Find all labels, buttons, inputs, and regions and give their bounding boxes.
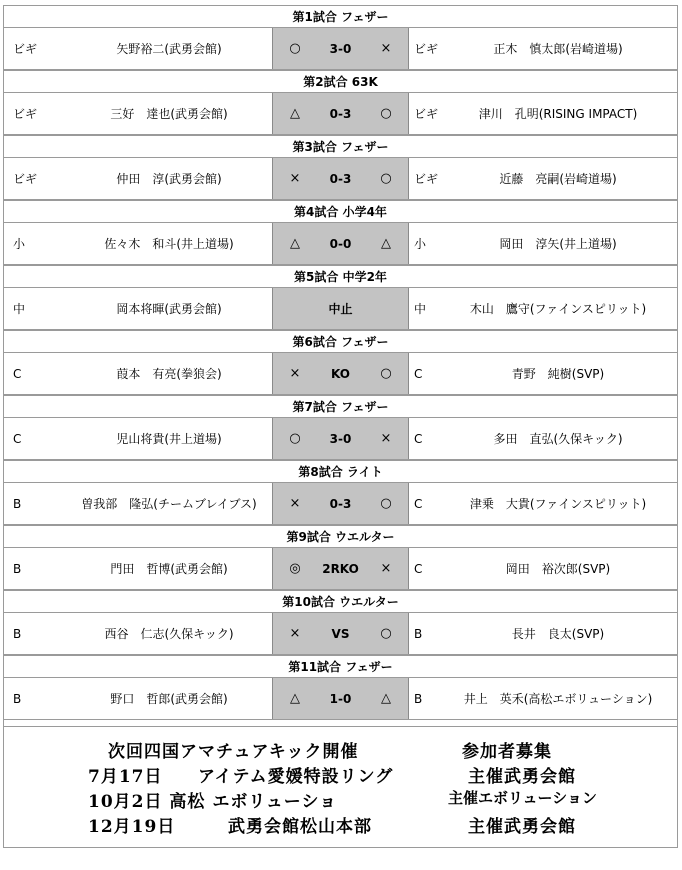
announce-line-4 — [4, 812, 677, 837]
bout-list — [4, 5, 677, 720]
right-result-mark: ○ — [380, 626, 392, 641]
left-class: ビギ — [13, 172, 38, 186]
bout-row — [4, 288, 677, 330]
right-name: 岡田 裕次郎(SVP) — [505, 562, 611, 576]
left-result-mark: × — [289, 171, 301, 186]
bout-block — [4, 655, 677, 720]
bout-row — [4, 28, 677, 70]
right-result-mark: △ — [381, 236, 391, 251]
score: VS — [331, 626, 350, 641]
right-result-mark: ○ — [380, 366, 392, 381]
bout-title: 第6試合 フェザー — [4, 330, 677, 353]
right-class: C — [414, 366, 423, 381]
result-cell — [272, 548, 409, 589]
bout-block — [4, 590, 677, 655]
announce-venue: 武勇会館松山本部 — [228, 817, 372, 837]
announce-line-1 — [4, 737, 677, 762]
left-name: 矢野裕二(武勇会館) — [116, 42, 222, 56]
announce-headline: 次回四国アマチュアキック開催 — [108, 742, 359, 762]
bout-title: 第1試合 フェザー — [4, 5, 677, 28]
score: 3-0 — [329, 431, 352, 446]
bout-title: 第7試合 フェザー — [4, 395, 677, 418]
left-result-mark: × — [289, 626, 301, 641]
left-result-mark: △ — [290, 691, 300, 706]
right-name: 津乗 大貴(ファインスピリット) — [469, 497, 647, 511]
announce-date-venue: 10月2日 高松 エボリューショ — [88, 792, 338, 812]
right-name: 岡田 淳矢(井上道場) — [499, 237, 617, 251]
right-fighter — [409, 28, 677, 69]
right-fighter — [409, 613, 677, 654]
score: 0-3 — [329, 106, 352, 121]
bout-title: 第10試合 ウエルター — [4, 590, 677, 613]
left-fighter — [4, 353, 272, 394]
score: 0-3 — [329, 496, 352, 511]
right-class: ビギ — [414, 172, 439, 186]
announce-line-2 — [4, 762, 677, 787]
right-class: C — [414, 561, 423, 576]
result-cell — [272, 483, 409, 524]
left-name: 葭本 有亮(拳狼会) — [116, 367, 222, 381]
left-result-mark: △ — [290, 106, 300, 121]
left-fighter — [4, 678, 272, 719]
result-cell — [272, 353, 409, 394]
bout-row — [4, 483, 677, 525]
bout-block — [4, 525, 677, 590]
right-fighter — [409, 548, 677, 589]
right-class: B — [414, 691, 423, 706]
announce-host: 主催エボリューション — [448, 789, 597, 807]
left-fighter — [4, 158, 272, 199]
left-result-mark: ◎ — [289, 561, 301, 576]
right-class: ビギ — [414, 42, 439, 56]
bout-row — [4, 223, 677, 265]
bout-title: 第2試合 63K — [4, 70, 677, 93]
bout-row — [4, 158, 677, 200]
right-result-mark: × — [380, 41, 392, 56]
right-name: 近藤 亮嗣(岩崎道場) — [499, 172, 617, 186]
left-fighter — [4, 288, 272, 329]
bout-block — [4, 200, 677, 265]
right-result-mark: × — [380, 561, 392, 576]
right-result-mark: △ — [381, 691, 391, 706]
right-name: 木山 鷹守(ファインスピリット) — [469, 302, 647, 316]
left-result-mark: ○ — [289, 41, 301, 56]
left-fighter — [4, 223, 272, 264]
right-name: 井上 英禾(高松エボリューション) — [463, 692, 653, 706]
score: 0-3 — [329, 171, 352, 186]
score: 3-0 — [329, 41, 352, 56]
bout-title: 第3試合 フェザー — [4, 135, 677, 158]
bout-title: 第5試合 中学2年 — [4, 265, 677, 288]
left-class: B — [13, 626, 22, 641]
left-class: 中 — [13, 302, 26, 316]
bout-row — [4, 613, 677, 655]
bout-block — [4, 330, 677, 395]
bout-block — [4, 265, 677, 330]
left-class: ビギ — [13, 107, 38, 121]
bout-block — [4, 135, 677, 200]
right-name: 長井 良太(SVP) — [511, 627, 605, 641]
result-cell — [272, 678, 409, 719]
left-class: B — [13, 496, 22, 511]
left-class: C — [13, 431, 22, 446]
result-cell — [272, 613, 409, 654]
left-class: ビギ — [13, 42, 38, 56]
right-name: 津川 孔明(RISING IMPACT) — [478, 107, 638, 121]
right-fighter — [409, 93, 677, 134]
score: 2RKO — [322, 561, 359, 576]
bout-title: 第11試合 フェザー — [4, 655, 677, 678]
score: 1-0 — [329, 691, 352, 706]
score: 中止 — [328, 302, 353, 316]
score: 0-0 — [329, 236, 352, 251]
left-name: 野口 哲郎(武勇会館) — [110, 692, 228, 706]
bout-block — [4, 5, 677, 70]
result-cell — [272, 288, 409, 329]
right-fighter — [409, 288, 677, 329]
right-name: 正木 慎太郎(岩崎道場) — [493, 42, 623, 56]
result-cell — [272, 158, 409, 199]
left-fighter — [4, 28, 272, 69]
announce-host: 主催武勇会館 — [468, 767, 576, 787]
right-fighter — [409, 678, 677, 719]
left-name: 佐々木 和斗(井上道場) — [104, 237, 234, 251]
right-class: 中 — [414, 302, 427, 316]
right-fighter — [409, 483, 677, 524]
right-class: 小 — [414, 237, 427, 251]
bout-title: 第8試合 ライト — [4, 460, 677, 483]
bout-title: 第4試合 小学4年 — [4, 200, 677, 223]
right-class: C — [414, 496, 423, 511]
left-class: 小 — [13, 237, 26, 251]
left-name: 仲田 淳(武勇会館) — [116, 172, 222, 186]
result-cell — [272, 93, 409, 134]
left-result-mark: × — [289, 366, 301, 381]
left-fighter — [4, 418, 272, 459]
announce-venue: アイテム愛媛特設リング — [198, 767, 394, 787]
bout-row — [4, 678, 677, 720]
right-fighter — [409, 353, 677, 394]
announce-host: 主催武勇会館 — [468, 817, 576, 837]
bout-title: 第9試合 ウエルター — [4, 525, 677, 548]
left-result-mark: △ — [290, 236, 300, 251]
right-result-mark: ○ — [380, 171, 392, 186]
announce-date: 7月17日 — [88, 767, 163, 787]
right-result-mark: ○ — [380, 106, 392, 121]
right-result-mark: ○ — [380, 496, 392, 511]
left-class: B — [13, 561, 22, 576]
right-result-mark: × — [380, 431, 392, 446]
result-cell — [272, 28, 409, 69]
announce-line-3 — [4, 787, 677, 812]
right-name: 青野 純樹(SVP) — [511, 367, 605, 381]
right-fighter — [409, 418, 677, 459]
left-name: 曽我部 隆弘(チームブレイブス) — [81, 497, 257, 511]
left-class: C — [13, 366, 22, 381]
right-fighter — [409, 158, 677, 199]
divider — [4, 720, 677, 727]
bout-row — [4, 548, 677, 590]
right-name: 多田 直弘(久保キック) — [493, 432, 623, 446]
announce-recruit: 参加者募集 — [462, 742, 552, 762]
left-fighter — [4, 548, 272, 589]
right-class: ビギ — [414, 107, 439, 121]
bout-row — [4, 418, 677, 460]
left-name: 西谷 仁志(久保キック) — [104, 627, 234, 641]
bout-row — [4, 353, 677, 395]
next-event-announcement — [4, 727, 677, 848]
bout-block — [4, 460, 677, 525]
left-class: B — [13, 691, 22, 706]
right-class: C — [414, 431, 423, 446]
left-result-mark: ○ — [289, 431, 301, 446]
announce-date: 12月19日 — [88, 817, 176, 837]
left-name: 三好 達也(武勇会館) — [110, 107, 228, 121]
left-name: 岡本将暉(武勇会館) — [116, 302, 222, 316]
score: KO — [331, 366, 350, 381]
left-name: 児山将貴(井上道場) — [116, 432, 222, 446]
left-fighter — [4, 613, 272, 654]
result-cell — [272, 223, 409, 264]
bout-block — [4, 70, 677, 135]
bout-row — [4, 93, 677, 135]
bout-block — [4, 395, 677, 460]
results-sheet — [3, 5, 678, 848]
left-name: 門田 哲博(武勇会館) — [110, 562, 228, 576]
left-fighter — [4, 483, 272, 524]
right-class: B — [414, 626, 423, 641]
left-fighter — [4, 93, 272, 134]
result-cell — [272, 418, 409, 459]
left-result-mark: × — [289, 496, 301, 511]
right-fighter — [409, 223, 677, 264]
